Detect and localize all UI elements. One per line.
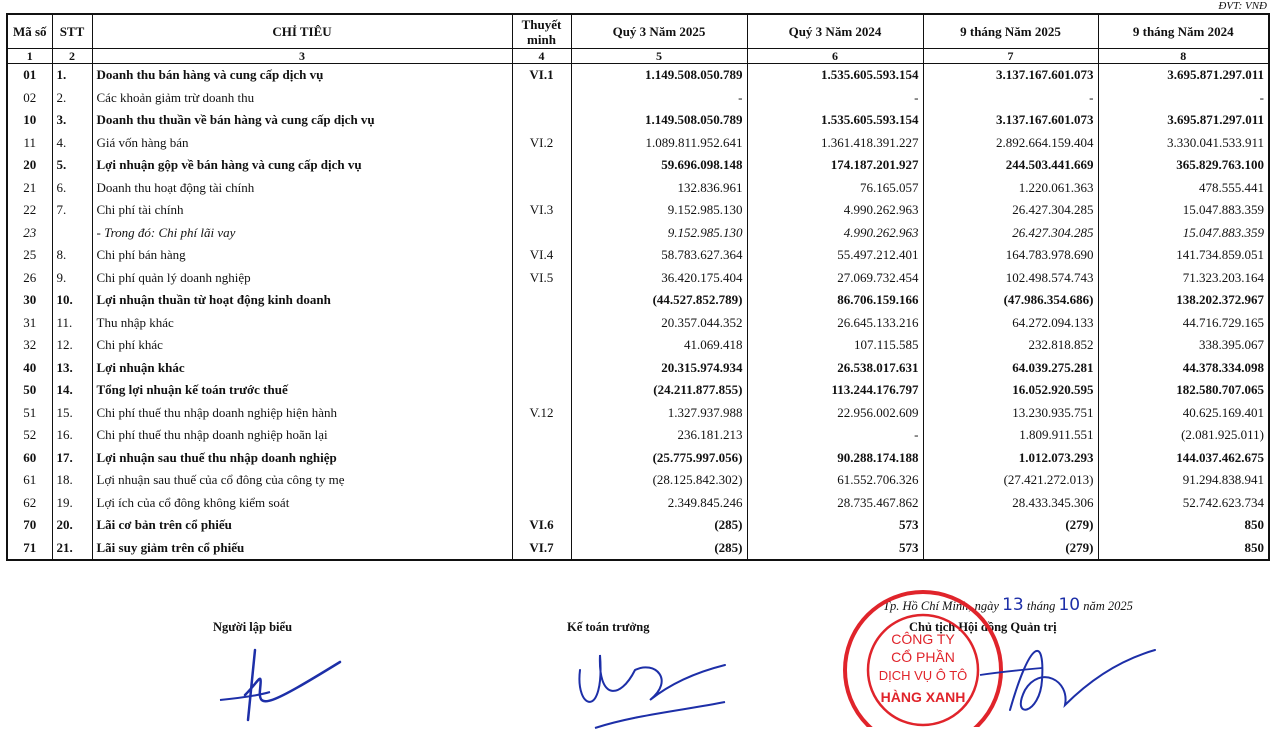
row-q3-2025: (285) xyxy=(571,514,747,537)
row-stt: 4. xyxy=(52,132,92,155)
row-stt: 21. xyxy=(52,537,92,561)
table-row xyxy=(7,447,1269,470)
row-9m-2024: 3.695.871.297.011 xyxy=(1098,109,1269,132)
row-9m-2025: 28.433.345.306 xyxy=(923,492,1098,515)
row-q3-2024: 28.735.467.862 xyxy=(747,492,923,515)
date-year: năm 2025 xyxy=(1083,599,1133,613)
row-q3-2024: 27.069.732.454 xyxy=(747,267,923,290)
row-note xyxy=(512,492,571,515)
header-9m-2025: 9 tháng Năm 2025 xyxy=(923,14,1098,49)
row-q3-2024: 61.552.706.326 xyxy=(747,469,923,492)
row-note xyxy=(512,379,571,402)
row-indicator: Chi phí khác xyxy=(92,334,512,357)
row-indicator: Chi phí tài chính xyxy=(92,199,512,222)
row-code: 62 xyxy=(7,492,52,515)
row-code: 61 xyxy=(7,469,52,492)
row-q3-2024: 76.165.057 xyxy=(747,177,923,200)
row-q3-2024: 55.497.212.401 xyxy=(747,244,923,267)
row-9m-2025: 26.427.304.285 xyxy=(923,222,1098,245)
row-9m-2025: 3.137.167.601.073 xyxy=(923,109,1098,132)
row-9m-2025: (47.986.354.686) xyxy=(923,289,1098,312)
table-row xyxy=(7,289,1269,312)
row-9m-2025: 64.039.275.281 xyxy=(923,357,1098,380)
table-row xyxy=(7,402,1269,425)
row-note: VI.2 xyxy=(512,132,571,155)
row-q3-2025: 1.327.937.988 xyxy=(571,402,747,425)
chief-accountant-signature xyxy=(565,640,735,730)
row-q3-2025: (28.125.842.302) xyxy=(571,469,747,492)
row-9m-2025: 2.892.664.159.404 xyxy=(923,132,1098,155)
row-9m-2025: 3.137.167.601.073 xyxy=(923,64,1098,87)
row-code: 50 xyxy=(7,379,52,402)
row-indicator: Chi phí thuế thu nhập doanh nghiệp hiện hành xyxy=(92,402,512,425)
row-q3-2024: 4.990.262.963 xyxy=(747,199,923,222)
row-q3-2024: 1.361.418.391.227 xyxy=(747,132,923,155)
row-q3-2024: 113.244.176.797 xyxy=(747,379,923,402)
row-stt: 10. xyxy=(52,289,92,312)
row-stt: 1. xyxy=(52,64,92,87)
row-q3-2024: 22.956.002.609 xyxy=(747,402,923,425)
header-stt: STT xyxy=(52,14,92,49)
row-9m-2024: 850 xyxy=(1098,514,1269,537)
row-indicator: Thu nhập khác xyxy=(92,312,512,335)
row-code: 10 xyxy=(7,109,52,132)
header-number: 3 xyxy=(92,49,512,64)
row-q3-2025: - xyxy=(571,87,747,110)
header-note: Thuyết minh xyxy=(512,14,571,49)
row-stt: 19. xyxy=(52,492,92,515)
table-row xyxy=(7,109,1269,132)
row-9m-2024: 44.716.729.165 xyxy=(1098,312,1269,335)
header-number: 7 xyxy=(923,49,1098,64)
row-q3-2025: 59.696.098.148 xyxy=(571,154,747,177)
row-code: 01 xyxy=(7,64,52,87)
row-stt: 18. xyxy=(52,469,92,492)
row-q3-2024: - xyxy=(747,87,923,110)
header-q3-2024: Quý 3 Năm 2024 xyxy=(747,14,923,49)
row-code: 11 xyxy=(7,132,52,155)
row-9m-2025: 102.498.574.743 xyxy=(923,267,1098,290)
table-row xyxy=(7,154,1269,177)
table-row xyxy=(7,357,1269,380)
row-note xyxy=(512,334,571,357)
date-month: 10 xyxy=(1058,595,1081,615)
row-indicator: Lợi nhuận thuần từ hoạt động kinh doanh xyxy=(92,289,512,312)
table-row xyxy=(7,177,1269,200)
row-q3-2025: (285) xyxy=(571,537,747,561)
row-note xyxy=(512,177,571,200)
table-row xyxy=(7,334,1269,357)
row-9m-2025: (279) xyxy=(923,537,1098,561)
row-code: 20 xyxy=(7,154,52,177)
row-q3-2025: (44.527.852.789) xyxy=(571,289,747,312)
table-row xyxy=(7,514,1269,537)
row-q3-2024: 573 xyxy=(747,537,923,561)
row-indicator: Doanh thu bán hàng và cung cấp dịch vụ xyxy=(92,64,512,87)
table-body xyxy=(7,64,1269,561)
row-q3-2024: 1.535.605.593.154 xyxy=(747,64,923,87)
table-row xyxy=(7,87,1269,110)
header-number: 1 xyxy=(7,49,52,64)
row-9m-2024: (2.081.925.011) xyxy=(1098,424,1269,447)
row-q3-2025: 36.420.175.404 xyxy=(571,267,747,290)
stamp-line2: CỔ PHẦN xyxy=(891,649,955,665)
row-9m-2024: 338.395.067 xyxy=(1098,334,1269,357)
row-indicator: Chi phí bán hàng xyxy=(92,244,512,267)
row-note: VI.3 xyxy=(512,199,571,222)
row-stt: 16. xyxy=(52,424,92,447)
row-indicator: Tổng lợi nhuận kế toán trước thuế xyxy=(92,379,512,402)
place-prefix: Tp. Hồ Chí Minh, ngày xyxy=(883,599,999,613)
row-stt: 15. xyxy=(52,402,92,425)
row-stt: 20. xyxy=(52,514,92,537)
row-stt: 13. xyxy=(52,357,92,380)
currency-unit: ĐVT: VNĐ xyxy=(1218,0,1267,12)
row-9m-2025: (279) xyxy=(923,514,1098,537)
row-note xyxy=(512,154,571,177)
row-9m-2024: 478.555.441 xyxy=(1098,177,1269,200)
row-9m-2024: 141.734.859.051 xyxy=(1098,244,1269,267)
row-note xyxy=(512,357,571,380)
row-q3-2024: 90.288.174.188 xyxy=(747,447,923,470)
month-word: tháng xyxy=(1026,599,1056,613)
row-q3-2024: - xyxy=(747,424,923,447)
row-note: VI.1 xyxy=(512,64,571,87)
row-stt: 14. xyxy=(52,379,92,402)
row-stt: 5. xyxy=(52,154,92,177)
row-note xyxy=(512,469,571,492)
row-note: VI.4 xyxy=(512,244,571,267)
header-number-row xyxy=(7,49,1269,64)
row-9m-2025: 16.052.920.595 xyxy=(923,379,1098,402)
row-9m-2024: 15.047.883.359 xyxy=(1098,199,1269,222)
row-note xyxy=(512,109,571,132)
row-9m-2025: 1.012.073.293 xyxy=(923,447,1098,470)
header-code: Mã số xyxy=(7,14,52,49)
row-q3-2025: 1.089.811.952.641 xyxy=(571,132,747,155)
table-row xyxy=(7,244,1269,267)
row-9m-2025: 26.427.304.285 xyxy=(923,199,1098,222)
table-row xyxy=(7,424,1269,447)
row-indicator: Chi phí thuế thu nhập doanh nghiệp hoãn lại xyxy=(92,424,512,447)
table-row xyxy=(7,199,1269,222)
row-indicator: Lợi nhuận sau thuế thu nhập doanh nghiệp xyxy=(92,447,512,470)
row-q3-2025: 2.349.845.246 xyxy=(571,492,747,515)
row-code: 60 xyxy=(7,447,52,470)
row-note xyxy=(512,289,571,312)
row-q3-2025: 58.783.627.364 xyxy=(571,244,747,267)
row-9m-2025: 244.503.441.669 xyxy=(923,154,1098,177)
row-stt: 8. xyxy=(52,244,92,267)
row-code: 22 xyxy=(7,199,52,222)
row-q3-2025: 9.152.985.130 xyxy=(571,199,747,222)
row-indicator: Các khoản giảm trừ doanh thu xyxy=(92,87,512,110)
table-row xyxy=(7,469,1269,492)
row-q3-2024: 174.187.201.927 xyxy=(747,154,923,177)
table-row xyxy=(7,312,1269,335)
row-note: V.12 xyxy=(512,402,571,425)
row-q3-2025: 41.069.418 xyxy=(571,334,747,357)
row-indicator: Giá vốn hàng bán xyxy=(92,132,512,155)
row-9m-2024: 71.323.203.164 xyxy=(1098,267,1269,290)
row-code: 31 xyxy=(7,312,52,335)
row-code: 25 xyxy=(7,244,52,267)
row-q3-2025: (24.211.877.855) xyxy=(571,379,747,402)
table-row xyxy=(7,537,1269,561)
row-note xyxy=(512,424,571,447)
row-9m-2025: (27.421.272.013) xyxy=(923,469,1098,492)
row-note: VI.6 xyxy=(512,514,571,537)
row-indicator: - Trong đó: Chi phí lãi vay xyxy=(92,222,512,245)
income-statement-table xyxy=(6,13,1270,561)
preparer-title: Người lập biểu xyxy=(213,620,293,634)
header-number: 6 xyxy=(747,49,923,64)
row-9m-2024: 40.625.169.401 xyxy=(1098,402,1269,425)
row-indicator: Doanh thu thuần về bán hàng và cung cấp dịch vụ xyxy=(92,109,512,132)
row-q3-2025: 236.181.213 xyxy=(571,424,747,447)
row-stt: 7. xyxy=(52,199,92,222)
row-code: 52 xyxy=(7,424,52,447)
date-day: 13 xyxy=(1002,595,1024,615)
row-9m-2024: 182.580.707.065 xyxy=(1098,379,1269,402)
row-note xyxy=(512,222,571,245)
row-9m-2024: 3.695.871.297.011 xyxy=(1098,64,1269,87)
preparer-signature xyxy=(200,640,350,730)
table-row xyxy=(7,222,1269,245)
row-9m-2025: 64.272.094.133 xyxy=(923,312,1098,335)
row-9m-2025: 13.230.935.751 xyxy=(923,402,1098,425)
row-stt: 12. xyxy=(52,334,92,357)
row-9m-2024: 91.294.838.941 xyxy=(1098,469,1269,492)
row-q3-2025: 1.149.508.050.789 xyxy=(571,109,747,132)
table-row xyxy=(7,132,1269,155)
row-indicator: Lãi cơ bản trên cổ phiếu xyxy=(92,514,512,537)
row-code: 32 xyxy=(7,334,52,357)
stamp-line3: DỊCH VỤ Ô TÔ xyxy=(878,668,968,683)
stamp-line4: HÀNG XANH xyxy=(880,689,966,705)
row-q3-2024: 573 xyxy=(747,514,923,537)
row-stt: 9. xyxy=(52,267,92,290)
header-number: 4 xyxy=(512,49,571,64)
row-9m-2024: 138.202.372.967 xyxy=(1098,289,1269,312)
row-9m-2024: 144.037.462.675 xyxy=(1098,447,1269,470)
row-code: 26 xyxy=(7,267,52,290)
row-stt: 6. xyxy=(52,177,92,200)
row-9m-2024: - xyxy=(1098,87,1269,110)
table-row xyxy=(7,64,1269,87)
row-q3-2025: 20.357.044.352 xyxy=(571,312,747,335)
table-row xyxy=(7,492,1269,515)
row-q3-2025: 132.836.961 xyxy=(571,177,747,200)
row-q3-2025: 20.315.974.934 xyxy=(571,357,747,380)
chief-accountant-title: Kế toán trưởng xyxy=(567,620,650,634)
row-q3-2025: (25.775.997.056) xyxy=(571,447,747,470)
row-indicator: Lãi suy giảm trên cổ phiếu xyxy=(92,537,512,561)
row-code: 40 xyxy=(7,357,52,380)
header-number: 2 xyxy=(52,49,92,64)
row-code: 71 xyxy=(7,537,52,561)
row-9m-2025: 1.809.911.551 xyxy=(923,424,1098,447)
row-note xyxy=(512,312,571,335)
row-indicator: Lợi nhuận sau thuế của cổ đông của công ty mẹ xyxy=(92,469,512,492)
header-number: 8 xyxy=(1098,49,1269,64)
table-row xyxy=(7,379,1269,402)
row-note xyxy=(512,447,571,470)
row-9m-2024: 850 xyxy=(1098,537,1269,561)
header-name: CHỈ TIÊU xyxy=(92,14,512,49)
row-stt: 2. xyxy=(52,87,92,110)
row-stt xyxy=(52,222,92,245)
row-code: 21 xyxy=(7,177,52,200)
row-q3-2025: 1.149.508.050.789 xyxy=(571,64,747,87)
row-note: VI.5 xyxy=(512,267,571,290)
row-9m-2024: 52.742.623.734 xyxy=(1098,492,1269,515)
row-q3-2024: 26.645.133.216 xyxy=(747,312,923,335)
row-q3-2025: 9.152.985.130 xyxy=(571,222,747,245)
row-q3-2024: 1.535.605.593.154 xyxy=(747,109,923,132)
row-indicator: Chi phí quản lý doanh nghiệp xyxy=(92,267,512,290)
row-q3-2024: 4.990.262.963 xyxy=(747,222,923,245)
row-stt: 11. xyxy=(52,312,92,335)
row-stt: 3. xyxy=(52,109,92,132)
row-9m-2025: - xyxy=(923,87,1098,110)
header-q3-2025: Quý 3 Năm 2025 xyxy=(571,14,747,49)
table-row xyxy=(7,267,1269,290)
row-q3-2024: 86.706.159.166 xyxy=(747,289,923,312)
row-9m-2025: 232.818.852 xyxy=(923,334,1098,357)
chairman-title: Chủ tịch Hội đồng Quản trị xyxy=(909,620,1057,634)
row-code: 23 xyxy=(7,222,52,245)
row-note: VI.7 xyxy=(512,537,571,561)
row-note xyxy=(512,87,571,110)
row-9m-2025: 1.220.061.363 xyxy=(923,177,1098,200)
row-9m-2024: 365.829.763.100 xyxy=(1098,154,1269,177)
row-9m-2024: 3.330.041.533.911 xyxy=(1098,132,1269,155)
header-9m-2024: 9 tháng Năm 2024 xyxy=(1098,14,1269,49)
row-indicator: Lợi nhuận gộp về bán hàng và cung cấp dịch vụ xyxy=(92,154,512,177)
stamp-line1: CÔNG TY xyxy=(891,631,955,647)
header-number: 5 xyxy=(571,49,747,64)
row-9m-2024: 44.378.334.098 xyxy=(1098,357,1269,380)
row-stt: 17. xyxy=(52,447,92,470)
signature-area xyxy=(0,580,1281,727)
row-code: 70 xyxy=(7,514,52,537)
header-row xyxy=(7,14,1269,49)
row-q3-2024: 26.538.017.631 xyxy=(747,357,923,380)
row-indicator: Lợi nhuận khác xyxy=(92,357,512,380)
row-code: 51 xyxy=(7,402,52,425)
row-9m-2025: 164.783.978.690 xyxy=(923,244,1098,267)
row-q3-2024: 107.115.585 xyxy=(747,334,923,357)
chairman-signature xyxy=(970,620,1160,725)
row-indicator: Doanh thu hoạt động tài chính xyxy=(92,177,512,200)
row-indicator: Lợi ích của cổ đông không kiểm soát xyxy=(92,492,512,515)
row-9m-2024: 15.047.883.359 xyxy=(1098,222,1269,245)
row-code: 30 xyxy=(7,289,52,312)
row-code: 02 xyxy=(7,87,52,110)
